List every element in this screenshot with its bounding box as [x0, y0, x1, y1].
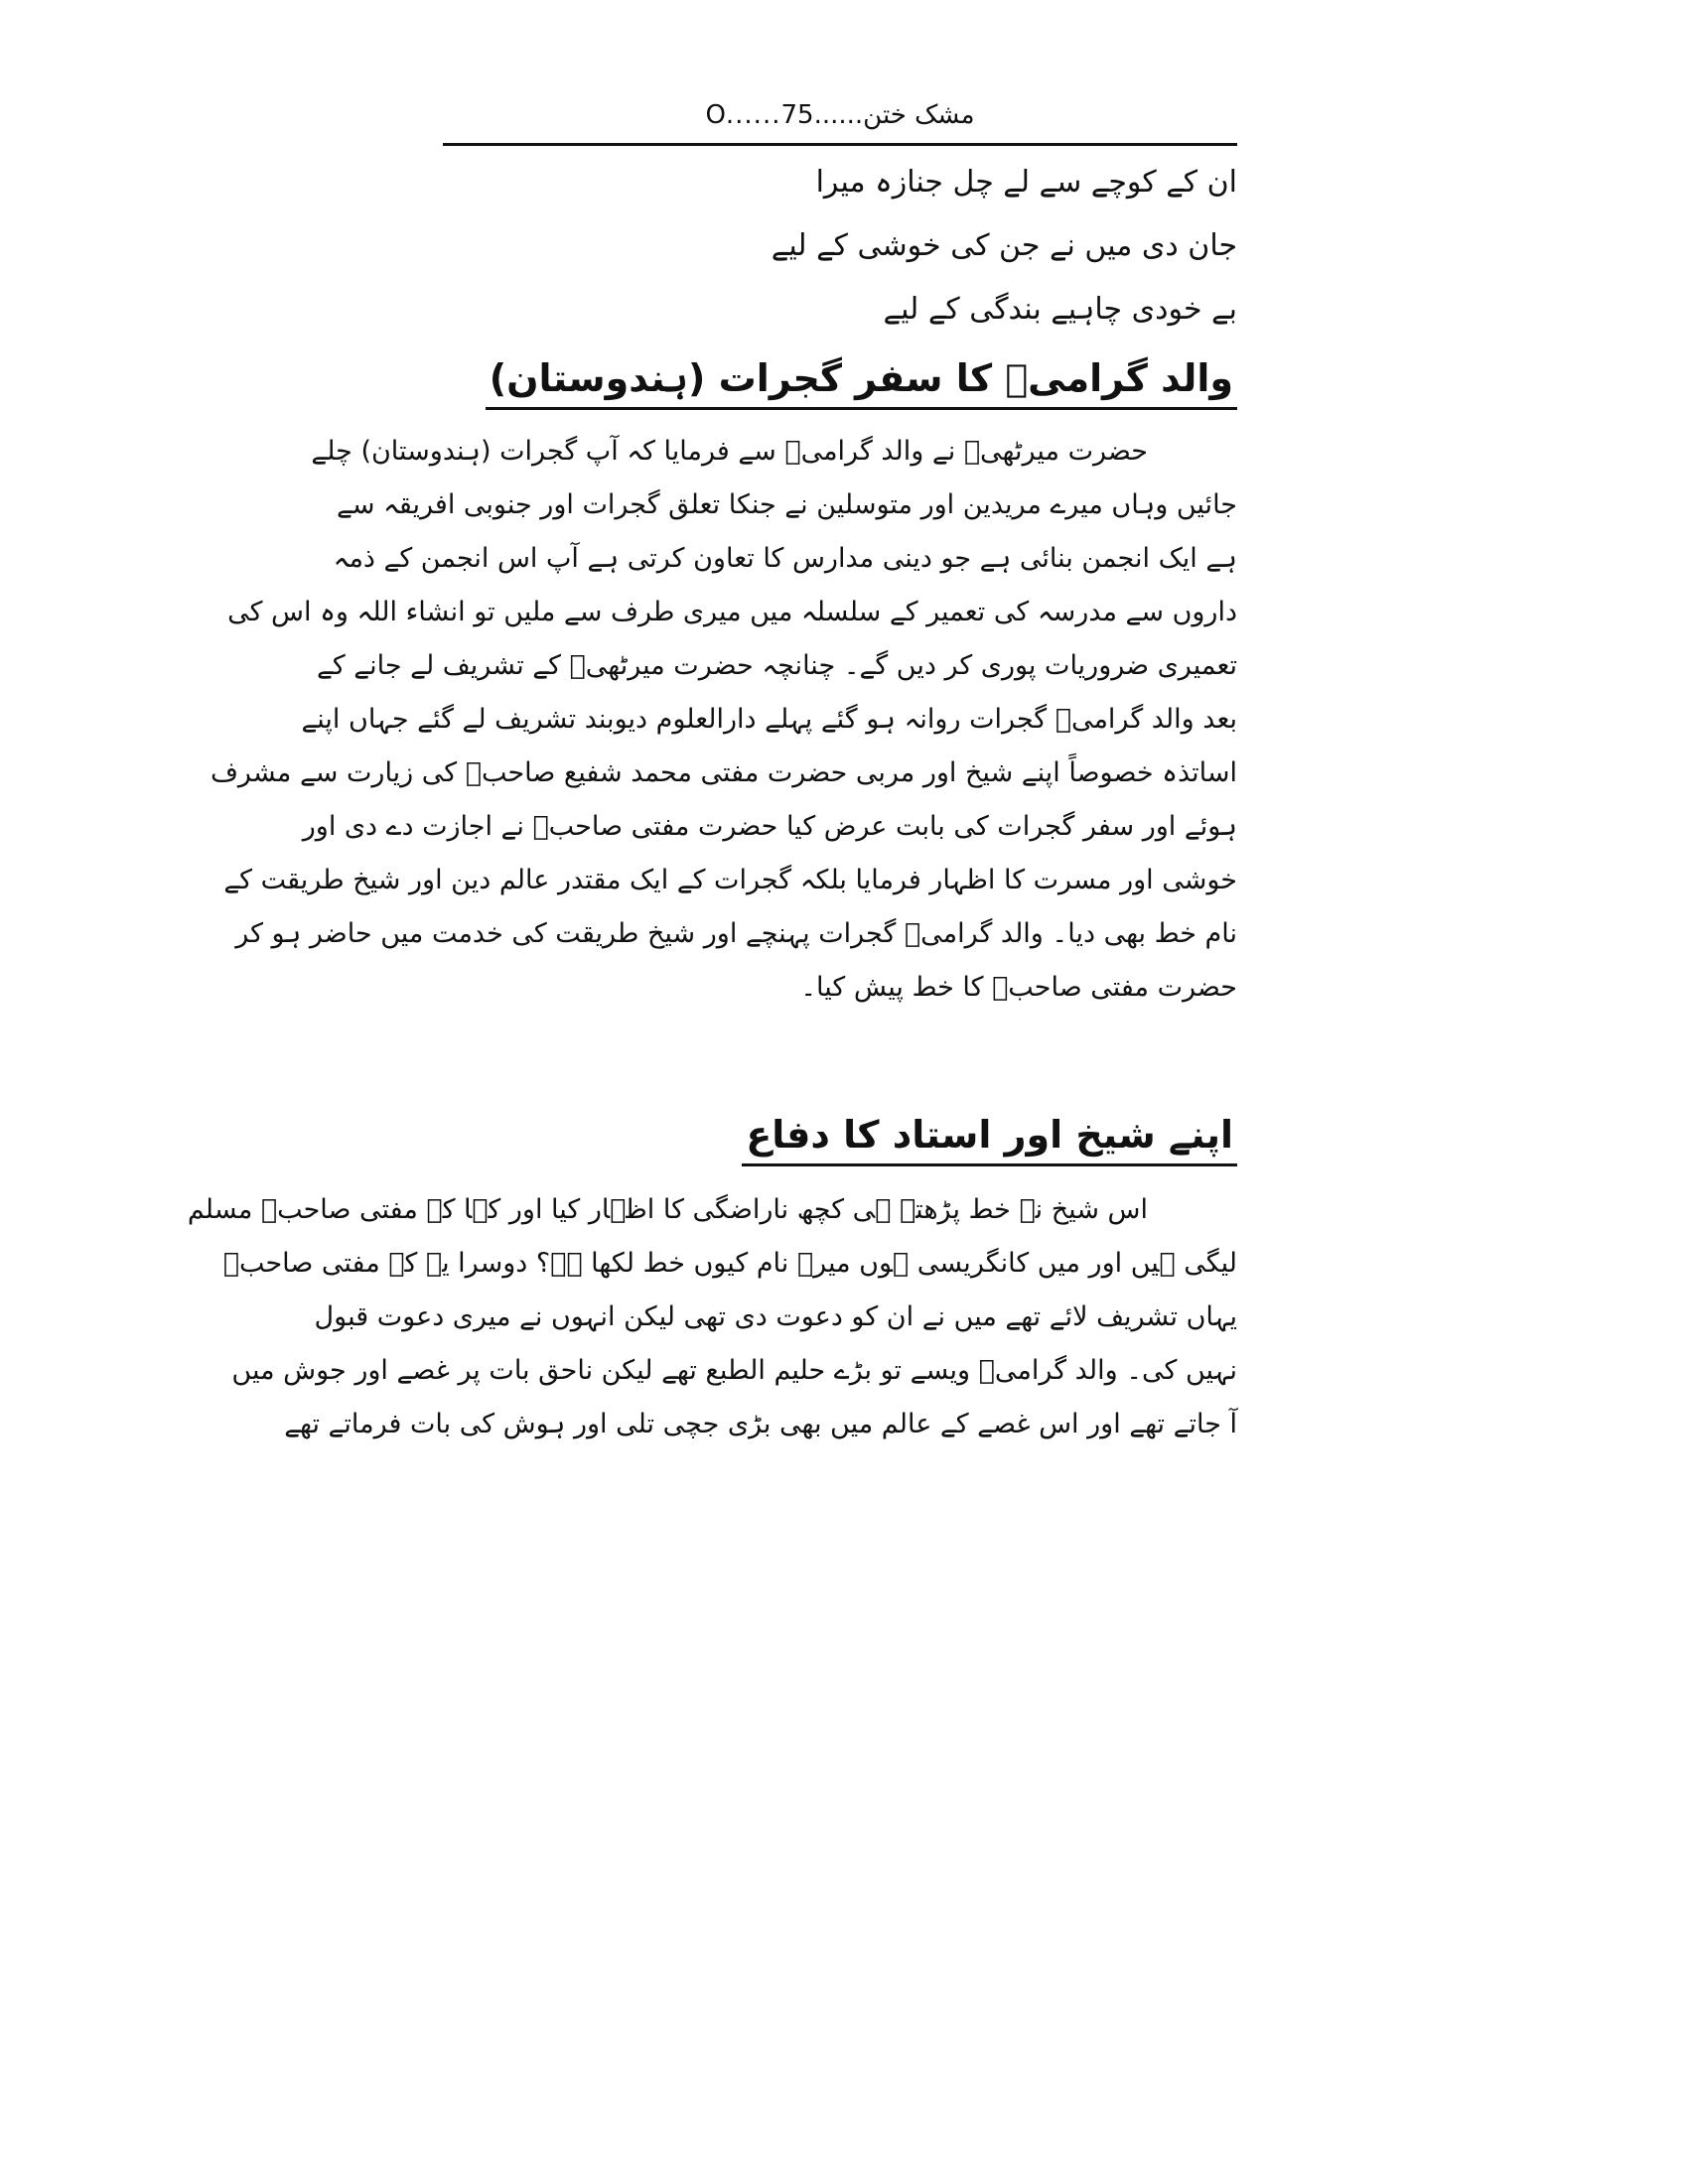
section-1-body: [210, 425, 1237, 1015]
body-line: نام خط بھی دیا۔ والد گرامیؒ گجرات پہنچے اور شیخ طریقت کی خدمت میں حاضر ہو کر: [235, 918, 1237, 949]
body-line: اس شیخ نے خط پڑھتے ہی کچھ ناراضگی کا اظہار کیا اور کہا کہ مفتی صاحبؒ مسلم: [187, 1194, 1148, 1225]
body-line: تعمیری ضروریات پوری کر دیں گے۔ چنانچہ حضرت میرٹھیؒ کے تشریف لے جانے کے: [317, 650, 1237, 681]
section-2-body: [187, 1183, 1237, 1451]
book-title: مشک ختن: [863, 100, 975, 130]
verse-line-1: ان کے کوچے سے لے چل جنازہ میرا: [815, 165, 1237, 200]
body-line: اساتذہ خصوصاً اپنے شیخ اور مربی حضرت مفتی محمد شفیع صاحبؒ کی زیارت سے مشرف: [210, 757, 1237, 788]
body-line: ہوئے اور سفر گجرات کی بابت عرض کیا حضرت مفتی صاحبؒ نے اجازت دے دی اور: [302, 811, 1237, 842]
page-number: 75: [780, 100, 814, 130]
body-line: حضرت مفتی صاحبؒ کا خط پیش کیا۔: [800, 972, 1237, 1003]
body-line: یہاں تشریف لائے تھے میں نے ان کو دعوت دی تھی لیکن انہوں نے میری دعوت قبول: [314, 1301, 1237, 1332]
body-line: نہیں کی۔ والد گرامیؒ ویسے تو بڑے حلیم الطبع تھے لیکن ناحق بات پر غصے اور جوش میں: [231, 1355, 1237, 1386]
verse-line-3: بے خودی چاہیے بندگی کے لیے: [883, 292, 1237, 327]
body-line: آ جاتے تھے اور اس غصے کے عالم میں بھی بڑی جچی تلی اور ہوش کی بات فرماتے تھے: [284, 1409, 1237, 1439]
section-heading-1: والد گرامیؒ کا سفر گجرات (ہندوستان): [486, 349, 1237, 410]
body-line: ہے ایک انجمن بنائی ہے جو دینی مدارس کا تعاون کرتی ہے آپ اس انجمن کے ذمہ: [333, 543, 1237, 574]
header-separator: ......O......: [705, 100, 864, 130]
body-line: لیگی ہیں اور میں کانگریسی ہوں میرے نام کیوں خط لکھا ہے؟ دوسرا یہ کہ مفتی صاحبؒ: [222, 1248, 1237, 1279]
body-line: حضرت میرٹھیؒ نے والد گرامیؒ سے فرمایا کہ آپ گجرات (ہندوستان) چلے: [311, 436, 1148, 467]
section-heading-2: اپنے شیخ اور استاد کا دفاع: [742, 1106, 1237, 1166]
body-line: بعد والد گرامیؒ گجرات روانہ ہو گئے پہلے دارالعلوم دیوبند تشریف لے گئے جہاں اپنے: [301, 704, 1237, 735]
header-divider: [443, 143, 1237, 146]
verse-line-2: جان دی میں نے جن کی خوشی کے لیے: [771, 228, 1237, 263]
page-header: [443, 95, 1237, 135]
body-line: خوشی اور مسرت کا اظہار فرمایا بلکہ گجرات کے ایک مقتدر عالم دین اور شیخ طریقت کے: [223, 865, 1237, 895]
body-line: جائیں وہاں میرے مریدین اور متوسلین نے جنکا تعلق گجرات اور جنوبی افریقہ سے: [337, 489, 1237, 520]
body-line: داروں سے مدرسہ کی تعمیر کے سلسلہ میں میری طرف سے ملیں تو انشاء اللہ وہ اس کی: [227, 597, 1237, 627]
